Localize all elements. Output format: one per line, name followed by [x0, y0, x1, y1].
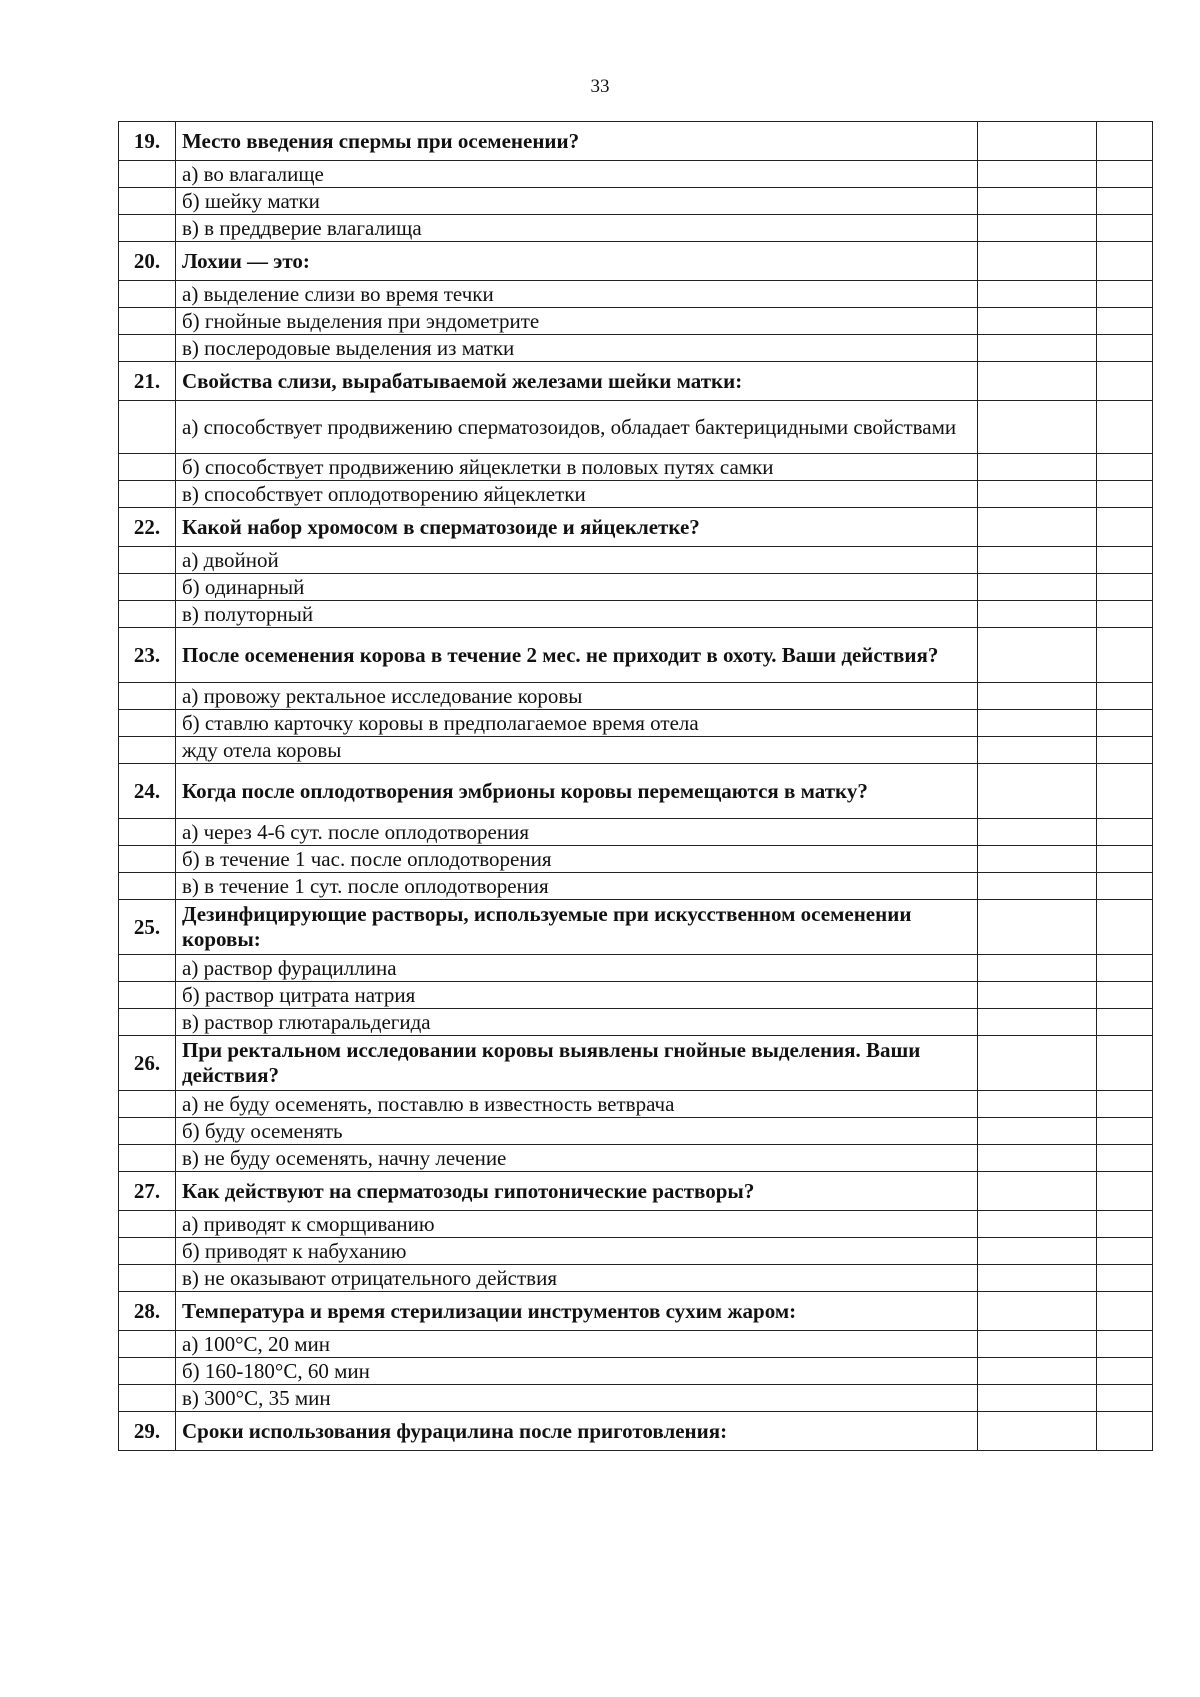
answer-option: в) 300°С, 35 мин: [176, 1385, 978, 1412]
mark-cell: [978, 335, 1097, 362]
score-cell: [1097, 1331, 1153, 1358]
question-number: 23.: [119, 628, 176, 683]
mark-cell: [978, 1009, 1097, 1036]
score-cell: [1097, 362, 1153, 401]
answer-row: [119, 1118, 1153, 1145]
score-cell: [1097, 454, 1153, 481]
mark-cell: [978, 481, 1097, 508]
answer-row: [119, 1265, 1153, 1292]
answer-row: [119, 1331, 1153, 1358]
score-cell: [1097, 1145, 1153, 1172]
question-number: 25.: [119, 900, 176, 955]
answer-option: а) выделение слизи во время течки: [176, 281, 978, 308]
answer-number-cell: [119, 308, 176, 335]
answer-option: в) в течение 1 сут. после оплодотворения: [176, 873, 978, 900]
answer-row: [119, 1145, 1153, 1172]
answer-option: в) послеродовые выделения из матки: [176, 335, 978, 362]
answer-number-cell: [119, 574, 176, 601]
score-cell: [1097, 188, 1153, 215]
answer-row: [119, 481, 1153, 508]
answer-row: [119, 401, 1153, 454]
answer-option: в) не буду осеменять, начну лечение: [176, 1145, 978, 1172]
score-cell: [1097, 764, 1153, 819]
answer-row: [119, 737, 1153, 764]
mark-cell: [978, 873, 1097, 900]
answer-option: в) не оказывают отрицательного действия: [176, 1265, 978, 1292]
score-cell: [1097, 547, 1153, 574]
question-number: 29.: [119, 1412, 176, 1451]
answer-number-cell: [119, 281, 176, 308]
mark-cell: [978, 1172, 1097, 1211]
answer-number-cell: [119, 215, 176, 242]
score-cell: [1097, 215, 1153, 242]
mark-cell: [978, 819, 1097, 846]
question-row: [119, 1292, 1153, 1331]
score-cell: [1097, 710, 1153, 737]
page-number: 33: [590, 76, 610, 97]
answer-option: жду отела коровы: [176, 737, 978, 764]
score-cell: [1097, 1265, 1153, 1292]
score-cell: [1097, 1118, 1153, 1145]
answer-row: [119, 308, 1153, 335]
question-row: [119, 764, 1153, 819]
answer-number-cell: [119, 1385, 176, 1412]
answer-number-cell: [119, 601, 176, 628]
question-row: [119, 1172, 1153, 1211]
score-cell: [1097, 161, 1153, 188]
score-cell: [1097, 242, 1153, 281]
answer-option: в) раствор глютаральдегида: [176, 1009, 978, 1036]
answer-number-cell: [119, 401, 176, 454]
answer-row: [119, 335, 1153, 362]
mark-cell: [978, 1145, 1097, 1172]
answer-row: [119, 955, 1153, 982]
mark-cell: [978, 401, 1097, 454]
answer-row: [119, 601, 1153, 628]
question-text: Свойства слизи, вырабатываемой железами шейки матки:: [176, 362, 978, 401]
score-cell: [1097, 873, 1153, 900]
mark-cell: [978, 1358, 1097, 1385]
answer-number-cell: [119, 955, 176, 982]
answer-number-cell: [119, 710, 176, 737]
mark-cell: [978, 764, 1097, 819]
mark-cell: [978, 1118, 1097, 1145]
mark-cell: [978, 242, 1097, 281]
mark-cell: [978, 1265, 1097, 1292]
score-cell: [1097, 1385, 1153, 1412]
answer-row: [119, 846, 1153, 873]
answer-option: б) гнойные выделения при эндометрите: [176, 308, 978, 335]
question-text: Когда после оплодотворения эмбрионы коровы перемещаются в матку?: [176, 764, 978, 819]
answer-number-cell: [119, 481, 176, 508]
score-cell: [1097, 819, 1153, 846]
answer-number-cell: [119, 846, 176, 873]
question-number: 26.: [119, 1036, 176, 1091]
question-row: [119, 362, 1153, 401]
mark-cell: [978, 574, 1097, 601]
answer-number-cell: [119, 1211, 176, 1238]
mark-cell: [978, 188, 1097, 215]
answer-row: [119, 281, 1153, 308]
answer-option: в) способствует оплодотворению яйцеклетки: [176, 481, 978, 508]
question-text: Как действуют на сперматозоды гипотонические растворы?: [176, 1172, 978, 1211]
score-cell: [1097, 982, 1153, 1009]
mark-cell: [978, 737, 1097, 764]
question-row: [119, 1412, 1153, 1451]
question-row: [119, 122, 1153, 161]
answer-number-cell: [119, 335, 176, 362]
answer-row: [119, 1091, 1153, 1118]
mark-cell: [978, 308, 1097, 335]
score-cell: [1097, 1172, 1153, 1211]
question-text: Какой набор хромосом в сперматозоиде и яйцеклетке?: [176, 508, 978, 547]
answer-number-cell: [119, 1331, 176, 1358]
mark-cell: [978, 601, 1097, 628]
mark-cell: [978, 628, 1097, 683]
score-cell: [1097, 1292, 1153, 1331]
score-cell: [1097, 308, 1153, 335]
question-row: [119, 508, 1153, 547]
question-text: Сроки использования фурацилина после приготовления:: [176, 1412, 978, 1451]
answer-option: а) через 4-6 сут. после оплодотворения: [176, 819, 978, 846]
answer-option: б) способствует продвижению яйцеклетки в половых путях самки: [176, 454, 978, 481]
mark-cell: [978, 547, 1097, 574]
answer-option: б) ставлю карточку коровы в предполагаемое время отела: [176, 710, 978, 737]
answer-number-cell: [119, 819, 176, 846]
score-cell: [1097, 601, 1153, 628]
answer-number-cell: [119, 1145, 176, 1172]
question-text: Температура и время стерилизации инструментов сухим жаром:: [176, 1292, 978, 1331]
answer-row: [119, 574, 1153, 601]
score-cell: [1097, 574, 1153, 601]
score-cell: [1097, 955, 1153, 982]
score-cell: [1097, 481, 1153, 508]
answer-row: [119, 547, 1153, 574]
answer-option: а) не буду осеменять, поставлю в известность ветврача: [176, 1091, 978, 1118]
question-table: [118, 121, 1153, 1451]
score-cell: [1097, 846, 1153, 873]
answer-option: б) одинарный: [176, 574, 978, 601]
answer-number-cell: [119, 683, 176, 710]
score-cell: [1097, 1358, 1153, 1385]
mark-cell: [978, 955, 1097, 982]
question-number: 24.: [119, 764, 176, 819]
answer-number-cell: [119, 737, 176, 764]
score-cell: [1097, 508, 1153, 547]
answer-row: [119, 454, 1153, 481]
question-text: Дезинфицирующие растворы, используемые при искусственном осеменении коровы:: [176, 900, 978, 955]
score-cell: [1097, 122, 1153, 161]
answer-row: [119, 1358, 1153, 1385]
question-text: Место введения спермы при осеменении?: [176, 122, 978, 161]
answer-number-cell: [119, 873, 176, 900]
answer-row: [119, 819, 1153, 846]
score-cell: [1097, 1211, 1153, 1238]
score-cell: [1097, 900, 1153, 955]
answer-row: [119, 710, 1153, 737]
answer-option: б) буду осеменять: [176, 1118, 978, 1145]
score-cell: [1097, 1036, 1153, 1091]
mark-cell: [978, 900, 1097, 955]
answer-number-cell: [119, 1118, 176, 1145]
score-cell: [1097, 1009, 1153, 1036]
score-cell: [1097, 401, 1153, 454]
question-number: 20.: [119, 242, 176, 281]
score-cell: [1097, 683, 1153, 710]
mark-cell: [978, 362, 1097, 401]
score-cell: [1097, 628, 1153, 683]
score-cell: [1097, 281, 1153, 308]
answer-row: [119, 1385, 1153, 1412]
question-number: 19.: [119, 122, 176, 161]
mark-cell: [978, 1036, 1097, 1091]
question-text: После осеменения корова в течение 2 мес. не приходит в охоту. Ваши действия?: [176, 628, 978, 683]
answer-number-cell: [119, 454, 176, 481]
answer-row: [119, 873, 1153, 900]
answer-option: б) шейку матки: [176, 188, 978, 215]
score-cell: [1097, 1238, 1153, 1265]
answer-row: [119, 982, 1153, 1009]
question-row: [119, 628, 1153, 683]
answer-row: [119, 215, 1153, 242]
answer-number-cell: [119, 547, 176, 574]
question-text: Лохии — это:: [176, 242, 978, 281]
mark-cell: [978, 1412, 1097, 1451]
question-number: 21.: [119, 362, 176, 401]
mark-cell: [978, 508, 1097, 547]
mark-cell: [978, 1211, 1097, 1238]
answer-row: [119, 1009, 1153, 1036]
answer-option: б) приводят к набуханию: [176, 1238, 978, 1265]
answer-option: а) 100°С, 20 мин: [176, 1331, 978, 1358]
question-number: 22.: [119, 508, 176, 547]
answer-option: а) во влагалище: [176, 161, 978, 188]
answer-row: [119, 683, 1153, 710]
answer-option: б) раствор цитрата натрия: [176, 982, 978, 1009]
mark-cell: [978, 1385, 1097, 1412]
answer-option: а) раствор фурациллина: [176, 955, 978, 982]
answer-option: а) способствует продвижению сперматозоидов, обладает бактерицидными свойствами: [176, 401, 978, 454]
question-row: [119, 900, 1153, 955]
mark-cell: [978, 215, 1097, 242]
answer-option: а) двойной: [176, 547, 978, 574]
answer-number-cell: [119, 1009, 176, 1036]
answer-number-cell: [119, 1091, 176, 1118]
answer-number-cell: [119, 188, 176, 215]
mark-cell: [978, 122, 1097, 161]
mark-cell: [978, 1331, 1097, 1358]
answer-option: в) в преддверие влагалища: [176, 215, 978, 242]
score-cell: [1097, 335, 1153, 362]
mark-cell: [978, 1091, 1097, 1118]
score-cell: [1097, 1091, 1153, 1118]
answer-option: б) в течение 1 час. после оплодотворения: [176, 846, 978, 873]
answer-row: [119, 1211, 1153, 1238]
answer-option: б) 160-180°С, 60 мин: [176, 1358, 978, 1385]
mark-cell: [978, 982, 1097, 1009]
score-cell: [1097, 737, 1153, 764]
mark-cell: [978, 1238, 1097, 1265]
mark-cell: [978, 161, 1097, 188]
answer-number-cell: [119, 161, 176, 188]
mark-cell: [978, 710, 1097, 737]
answer-number-cell: [119, 1265, 176, 1292]
question-number: 28.: [119, 1292, 176, 1331]
answer-row: [119, 1238, 1153, 1265]
answer-option: а) приводят к сморщиванию: [176, 1211, 978, 1238]
question-row: [119, 242, 1153, 281]
answer-number-cell: [119, 982, 176, 1009]
question-row: [119, 1036, 1153, 1091]
mark-cell: [978, 454, 1097, 481]
answer-row: [119, 188, 1153, 215]
answer-option: а) провожу ректальное исследование коровы: [176, 683, 978, 710]
mark-cell: [978, 846, 1097, 873]
answer-number-cell: [119, 1238, 176, 1265]
answer-number-cell: [119, 1358, 176, 1385]
answer-option: в) полуторный: [176, 601, 978, 628]
answer-row: [119, 161, 1153, 188]
mark-cell: [978, 683, 1097, 710]
mark-cell: [978, 1292, 1097, 1331]
mark-cell: [978, 281, 1097, 308]
question-number: 27.: [119, 1172, 176, 1211]
question-text: При ректальном исследовании коровы выявлены гнойные выделения. Ваши действия?: [176, 1036, 978, 1091]
score-cell: [1097, 1412, 1153, 1451]
